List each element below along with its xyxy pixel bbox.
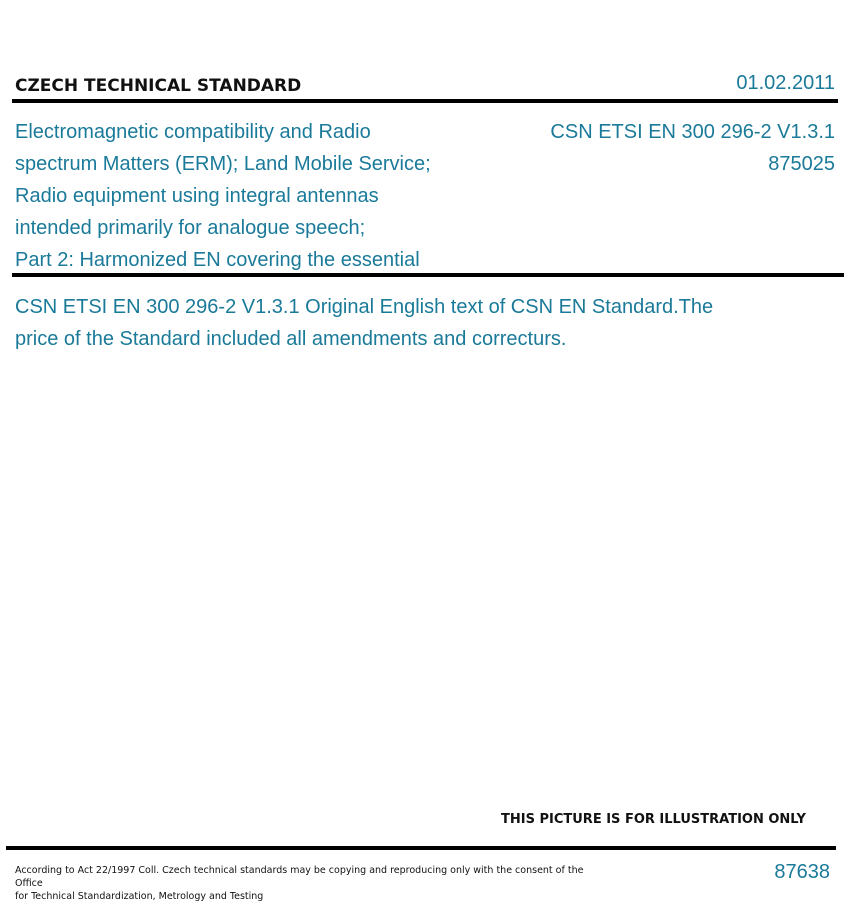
illustration-disclaimer: THIS PICTURE IS FOR ILLUSTRATION ONLY (501, 812, 806, 827)
title-divider (12, 273, 844, 277)
description-line: CSN ETSI EN 300 296-2 V1.3.1 Original English text of CSN EN Standard.The (15, 296, 714, 318)
description-line: price of the Standard included all amendments and correcturs. (15, 328, 567, 350)
standard-title-line: Part 2: Harmonized EN covering the essential (15, 249, 420, 271)
standard-title-line: Radio equipment using integral antennas (15, 185, 379, 207)
standard-title-line: spectrum Matters (ERM); Land Mobile Service; (15, 153, 431, 175)
standard-description (15, 291, 815, 355)
standard-title-line: intended primarily for analogue speech; (15, 217, 366, 239)
document-type-heading: CZECH TECHNICAL STANDARD (15, 76, 302, 96)
standard-code: CSN ETSI EN 300 296-2 V1.3.1 (550, 121, 835, 143)
standard-title-line: Electromagnetic compatibility and Radio (15, 121, 371, 143)
publication-date: 01.02.2011 (736, 72, 835, 94)
standard-title (15, 116, 495, 276)
header-divider (12, 99, 838, 103)
product-number: 87638 (774, 861, 830, 883)
footer-divider (6, 846, 836, 850)
legal-notice (15, 864, 585, 903)
standard-identifier-block (550, 116, 835, 180)
catalog-number: 875025 (768, 153, 835, 175)
legal-notice-line: According to Act 22/1997 Coll. Czech technical standards may be copying and reproducing only with the consent of the Office (15, 865, 584, 889)
legal-notice-line: for Technical Standardization, Metrology and Testing (15, 891, 264, 902)
